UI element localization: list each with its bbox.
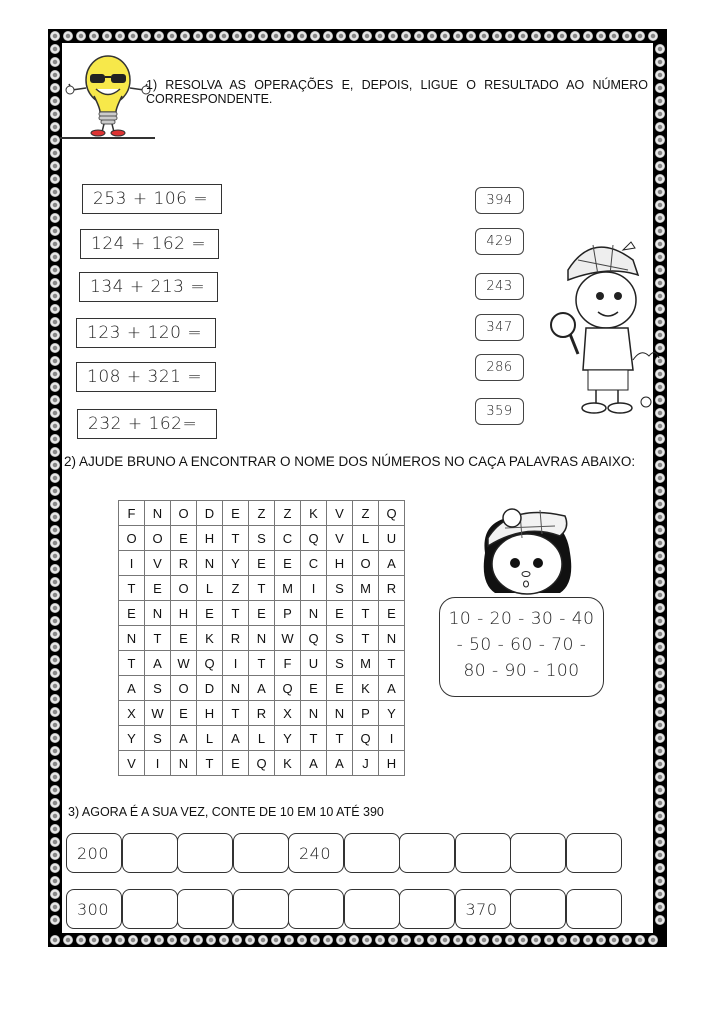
grid-cell[interactable]: O [353, 551, 379, 576]
grid-cell[interactable]: E [379, 601, 405, 626]
grid-cell[interactable]: T [145, 626, 171, 651]
grid-cell[interactable]: T [197, 751, 223, 776]
grid-cell[interactable]: Y [275, 726, 301, 751]
grid-cell[interactable]: H [197, 526, 223, 551]
grid-cell[interactable]: A [223, 726, 249, 751]
count-box[interactable]: 240 [288, 833, 344, 873]
operation-box [79, 272, 218, 302]
grid-cell[interactable]: E [171, 701, 197, 726]
grid-cell[interactable]: T [249, 651, 275, 676]
grid-cell[interactable]: R [379, 576, 405, 601]
grid-cell[interactable]: L [197, 576, 223, 601]
grid-cell[interactable]: E [171, 526, 197, 551]
grid-cell[interactable]: Y [379, 701, 405, 726]
grid-cell[interactable]: I [145, 751, 171, 776]
lightbulb-mascot-icon [60, 52, 156, 138]
grid-cell[interactable]: E [145, 576, 171, 601]
grid-cell[interactable]: A [327, 751, 353, 776]
grid-cell[interactable]: J [353, 751, 379, 776]
grid-cell[interactable]: N [301, 701, 327, 726]
grid-row [119, 701, 405, 726]
grid-cell[interactable]: N [379, 626, 405, 651]
grid-cell[interactable]: M [353, 651, 379, 676]
grid-cell[interactable]: N [223, 676, 249, 701]
operation-box [82, 184, 222, 214]
grid-cell[interactable]: N [145, 501, 171, 526]
grid-cell[interactable]: Q [353, 726, 379, 751]
grid-row [119, 526, 405, 551]
grid-cell[interactable]: V [327, 501, 353, 526]
grid-cell[interactable]: I [379, 726, 405, 751]
grid-cell[interactable]: I [223, 651, 249, 676]
grid-cell[interactable]: E [249, 551, 275, 576]
count-box[interactable] [233, 889, 289, 929]
grid-cell[interactable]: T [119, 651, 145, 676]
operation-text: 232 + 162= [88, 414, 198, 434]
result-box: 243 [475, 273, 524, 300]
count-box[interactable] [566, 889, 622, 929]
word-search-grid [118, 500, 405, 776]
grid-cell[interactable]: U [301, 651, 327, 676]
grid-cell[interactable]: W [171, 651, 197, 676]
grid-cell[interactable]: V [119, 751, 145, 776]
grid-cell[interactable]: H [379, 751, 405, 776]
grid-row [119, 501, 405, 526]
grid-cell[interactable]: P [275, 601, 301, 626]
grid-cell[interactable]: N [327, 701, 353, 726]
operation-box [77, 409, 217, 439]
grid-cell[interactable]: I [119, 551, 145, 576]
grid-cell[interactable]: S [327, 626, 353, 651]
grid-cell[interactable]: A [379, 676, 405, 701]
grid-cell[interactable]: K [301, 501, 327, 526]
grid-cell[interactable]: L [249, 726, 275, 751]
numbers-line: 10 - 20 - 30 - 40 [448, 609, 595, 629]
grid-cell[interactable]: K [353, 676, 379, 701]
grid-cell[interactable]: H [327, 551, 353, 576]
grid-cell[interactable]: K [275, 751, 301, 776]
bruno-boy-illustration-icon [470, 498, 585, 598]
count-box[interactable] [510, 889, 566, 929]
grid-cell[interactable]: I [301, 576, 327, 601]
grid-cell[interactable]: F [119, 501, 145, 526]
grid-cell[interactable]: Q [301, 526, 327, 551]
grid-cell[interactable]: Z [275, 501, 301, 526]
grid-cell[interactable]: F [275, 651, 301, 676]
grid-cell[interactable]: N [197, 551, 223, 576]
grid-cell[interactable]: N [249, 626, 275, 651]
count-box[interactable] [455, 833, 511, 873]
grid-cell[interactable]: X [119, 701, 145, 726]
grid-cell[interactable]: E [171, 626, 197, 651]
question-2-text: 2) AJUDE BRUNO A ENCONTRAR O NOME DOS NÚMEROS NO CAÇA PALAVRAS ABAIXO: [64, 454, 636, 469]
grid-cell[interactable]: H [171, 601, 197, 626]
grid-cell[interactable]: A [145, 651, 171, 676]
grid-row [119, 551, 405, 576]
grid-cell[interactable]: H [197, 701, 223, 726]
grid-cell[interactable]: T [379, 651, 405, 676]
count-row-2 [66, 889, 621, 929]
count-box[interactable] [122, 833, 178, 873]
grid-cell[interactable]: Z [249, 501, 275, 526]
grid-cell[interactable]: O [171, 676, 197, 701]
grid-row [119, 676, 405, 701]
result-box: 359 [475, 398, 524, 425]
count-box[interactable]: 200 [66, 833, 122, 873]
grid-cell[interactable]: N [301, 601, 327, 626]
grid-row [119, 626, 405, 651]
grid-cell[interactable]: V [145, 551, 171, 576]
grid-cell[interactable]: T [223, 526, 249, 551]
grid-cell[interactable]: D [197, 676, 223, 701]
grid-cell[interactable]: T [353, 601, 379, 626]
operation-box [76, 318, 216, 348]
question-1-text: 1) RESOLVA AS OPERAÇÕES E, DEPOIS, LIGUE O RESULTADO AO NÚMERO CORRESPONDENTE. [146, 78, 648, 106]
grid-cell[interactable]: C [301, 551, 327, 576]
grid-cell[interactable]: T [223, 701, 249, 726]
result-box: 347 [475, 314, 524, 341]
operation-box [80, 229, 219, 259]
grid-row [119, 651, 405, 676]
count-box[interactable] [566, 833, 622, 873]
grid-cell[interactable]: W [275, 626, 301, 651]
grid-cell[interactable]: T [249, 576, 275, 601]
grid-row [119, 601, 405, 626]
grid-cell[interactable]: A [171, 726, 197, 751]
grid-cell[interactable]: S [327, 651, 353, 676]
grid-cell[interactable]: K [197, 626, 223, 651]
grid-cell[interactable]: A [119, 676, 145, 701]
count-box[interactable] [177, 889, 233, 929]
operation-text: 108 + 321 = [87, 367, 203, 387]
numbers-line: 80 - 90 - 100 [463, 661, 580, 681]
grid-cell[interactable]: N [171, 751, 197, 776]
numbers-list-box [439, 597, 604, 697]
operation-text: 123 + 120 = [87, 323, 203, 343]
grid-row [119, 576, 405, 601]
grid-cell[interactable]: E [327, 676, 353, 701]
grid-cell[interactable]: Q [197, 651, 223, 676]
grid-cell[interactable]: S [145, 676, 171, 701]
question-3-text: 3) AGORA É A SUA VEZ, CONTE DE 10 EM 10 ATÉ 390 [68, 805, 384, 819]
grid-cell[interactable]: T [327, 726, 353, 751]
count-box[interactable] [399, 889, 455, 929]
grid-cell[interactable]: S [145, 726, 171, 751]
grid-cell[interactable]: P [353, 701, 379, 726]
numbers-line: - 50 - 60 - 70 - [456, 635, 587, 655]
grid-cell[interactable]: M [275, 576, 301, 601]
count-box[interactable]: 370 [455, 889, 511, 929]
result-box: 394 [475, 187, 524, 214]
grid-cell[interactable]: A [379, 551, 405, 576]
grid-cell[interactable]: C [275, 526, 301, 551]
grid-cell[interactable]: R [171, 551, 197, 576]
grid-cell[interactable]: N [145, 601, 171, 626]
grid-cell[interactable]: O [119, 526, 145, 551]
grid-cell[interactable]: S [249, 526, 275, 551]
result-box: 429 [475, 228, 524, 255]
grid-cell[interactable]: Q [275, 676, 301, 701]
grid-cell[interactable]: W [145, 701, 171, 726]
grid-cell[interactable]: E [223, 751, 249, 776]
header-underline [60, 137, 155, 139]
operation-text: 134 + 213 = [90, 277, 206, 297]
count-box[interactable] [399, 833, 455, 873]
grid-cell[interactable]: R [223, 626, 249, 651]
grid-cell[interactable]: T [353, 626, 379, 651]
count-box[interactable] [288, 889, 344, 929]
grid-cell[interactable]: O [145, 526, 171, 551]
grid-cell[interactable]: E [197, 601, 223, 626]
grid-row [119, 726, 405, 751]
grid-cell[interactable]: A [249, 676, 275, 701]
grid-cell[interactable]: M [353, 576, 379, 601]
count-row-1 [66, 833, 621, 873]
operation-text: 253 + 106 = [93, 189, 209, 209]
grid-row [119, 751, 405, 776]
grid-cell[interactable]: Y [223, 551, 249, 576]
result-box: 286 [475, 354, 524, 381]
count-box[interactable] [344, 833, 400, 873]
grid-cell[interactable]: X [275, 701, 301, 726]
grid-cell[interactable]: E [327, 601, 353, 626]
grid-cell[interactable]: T [301, 726, 327, 751]
count-box[interactable] [122, 889, 178, 929]
grid-cell[interactable]: Q [301, 626, 327, 651]
operation-box [76, 362, 216, 392]
grid-cell[interactable]: A [301, 751, 327, 776]
grid-cell[interactable]: E [275, 551, 301, 576]
grid-cell[interactable]: Y [119, 726, 145, 751]
grid-cell[interactable]: O [171, 501, 197, 526]
count-box[interactable] [344, 889, 400, 929]
grid-cell[interactable]: E [301, 676, 327, 701]
detective-boy-illustration-icon [538, 230, 663, 420]
grid-cell[interactable]: T [119, 576, 145, 601]
grid-cell[interactable]: N [119, 626, 145, 651]
count-box[interactable]: 300 [66, 889, 122, 929]
grid-cell[interactable]: U [379, 526, 405, 551]
grid-cell[interactable]: D [197, 501, 223, 526]
grid-cell[interactable]: Q [379, 501, 405, 526]
grid-cell[interactable]: Z [353, 501, 379, 526]
count-box[interactable] [233, 833, 289, 873]
grid-cell[interactable]: Z [223, 576, 249, 601]
grid-cell[interactable]: L [353, 526, 379, 551]
grid-cell[interactable]: E [249, 601, 275, 626]
grid-cell[interactable]: Q [249, 751, 275, 776]
operation-text: 124 + 162 = [91, 234, 207, 254]
grid-cell[interactable]: R [249, 701, 275, 726]
grid-cell[interactable]: V [327, 526, 353, 551]
grid-cell[interactable]: L [197, 726, 223, 751]
grid-cell[interactable]: S [327, 576, 353, 601]
count-box[interactable] [177, 833, 233, 873]
grid-cell[interactable]: T [223, 601, 249, 626]
count-box[interactable] [510, 833, 566, 873]
grid-cell[interactable]: E [119, 601, 145, 626]
grid-cell[interactable]: O [171, 576, 197, 601]
grid-cell[interactable]: E [223, 501, 249, 526]
